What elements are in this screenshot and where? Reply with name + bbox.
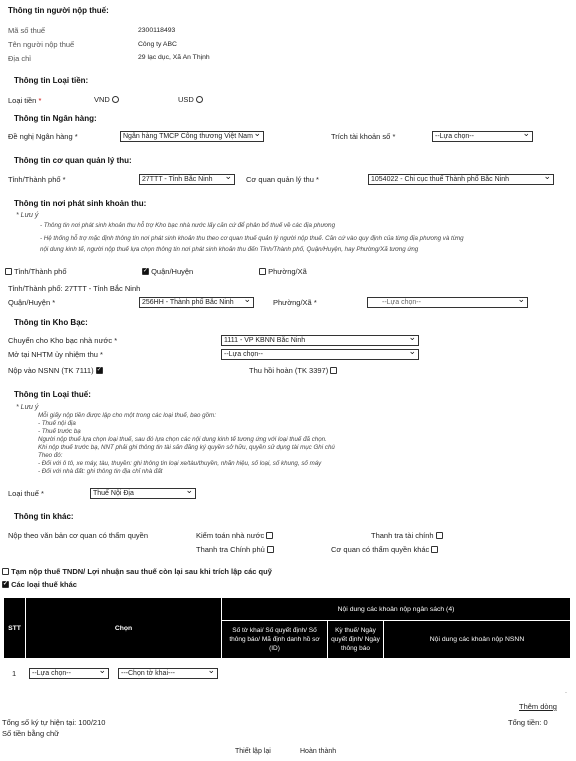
province-select[interactable]: 27TTT - Tỉnh Bắc Ninh ⌄ [139, 174, 235, 185]
col-chon-header: Chọn [26, 598, 222, 659]
province-label-text: Tỉnh/Thành phố [8, 175, 61, 184]
taxtype-note-line8: - Đối với nhà đất: ghi thông tin địa chỉ nhà đất [38, 468, 163, 475]
taxtype-note-line6: Theo đó: [38, 452, 63, 459]
taxtype-note-line5: Khi nộp thuế trước bạ, NNT phải ghi thông tin tài sản đăng ký quyền sở hữu, quyền sử dụng tài mục Ghi chú [38, 444, 335, 451]
taxpayer-name-label: Tên người nộp thuế [8, 40, 75, 49]
bank-heading: Thông tin Ngân hàng: [14, 114, 97, 123]
origin-note-title-text: Lưu ý [20, 212, 39, 219]
account-label-text: Trích tài khoản số [331, 132, 391, 141]
taxtype-note-line3: - Thuế trước bạ [38, 428, 81, 435]
agency-label: Cơ quan quản lý thu * [246, 175, 319, 184]
treasury-transfer-select[interactable]: 1111 - VP KBNN Bắc Ninh ⌄ [221, 335, 419, 346]
tax-code-value: 2300118493 [138, 27, 176, 34]
currency-heading: Thông tin Loại tiền: [14, 76, 89, 85]
origin-province-checkbox[interactable] [5, 268, 12, 275]
origin-opt-ward[interactable] [259, 267, 307, 276]
bank-select[interactable]: Ngân hàng TMCP Công thương Việt Nam ⌄ [120, 131, 264, 142]
account-select[interactable]: --Lựa chọn-- ⌄ [432, 131, 533, 142]
agency-label-text: Cơ quan quản lý thu [246, 175, 314, 184]
thanh-tra-cp-checkbox[interactable] [267, 546, 274, 553]
treasury-bank-label-text: Mở tại NHTM ủy nhiệm thu [8, 350, 98, 359]
treasury-transfer-label-text: Chuyển cho Kho bạc nhà nước [8, 336, 113, 345]
origin-district-label: Quận/Huyện [151, 267, 194, 276]
district-select[interactable]: 256HH - Thành phố Bắc Ninh ⌄ [139, 297, 254, 308]
taxpayer-name-value: Công ty ABC [138, 41, 177, 48]
taxtype-note-line4: Người nộp thuế lựa chọn loại thuế, sau đó lựa chọn các nội dung kinh tế tương ứng với loại thuế đã chọn. [38, 436, 327, 443]
usd-label: USD [178, 95, 194, 104]
nsnn-option[interactable] [8, 366, 103, 375]
tndn-option[interactable] [2, 567, 272, 576]
thanh-tra-cp-label: Thanh tra Chính phủ [196, 545, 265, 554]
amount-words: Số tiền bằng chữ [2, 729, 60, 738]
currency-vnd-option[interactable] [94, 95, 119, 104]
table-row-stt: 1 [12, 669, 17, 678]
ward-select[interactable]: --Lựa chọn-- ⌄ [367, 297, 528, 308]
other-types-label: Các loại thuế khác [11, 580, 77, 589]
authority-heading: Thông tin cơ quan quản lý thu: [14, 156, 132, 165]
reset-button[interactable]: Thiết lập lại [235, 748, 271, 755]
origin-opt-district[interactable] [142, 267, 193, 276]
taxtype-select[interactable]: Thuế Nội Địa ⌄ [90, 488, 196, 499]
district-label-text: Quận/Huyện [8, 298, 51, 307]
tndn-checkbox[interactable] [2, 568, 9, 575]
co-quan-khac-label: Cơ quan có thẩm quyền khác [331, 545, 430, 554]
kiem-toan-label: Kiểm toán nhà nước [196, 531, 265, 540]
other-types-checkbox[interactable] [2, 581, 9, 588]
col-ky-thue-header: Kỳ thuế/ Ngày quyết định/ Ngày thông báo [328, 621, 384, 659]
refund-label: Thu hồi hoàn (TK 3397) [249, 366, 329, 375]
treasury-bank-label: Mở tại NHTM ủy nhiệm thu * [8, 350, 103, 359]
co-quan-khac-checkbox[interactable] [431, 546, 438, 553]
treasury-transfer-label: Chuyển cho Kho bạc nhà nước * [8, 336, 118, 345]
tax-code-label: Mã số thuế [8, 26, 46, 35]
bank-label-text: Đề nghị Ngân hàng [8, 132, 73, 141]
row-select-1[interactable]: --Lựa chọn-- ⌄ [29, 668, 109, 679]
agency-select[interactable]: 1054022 - Chi cục thuế Thành phố Bắc Ninh ⌄ [368, 174, 554, 185]
other-types-option[interactable] [2, 580, 77, 589]
add-row-link[interactable]: Thêm dòng [519, 702, 557, 711]
origin-district-checkbox[interactable] [142, 268, 149, 275]
taxtype-note-title-text: Lưu ý [20, 404, 39, 411]
origin-heading: Thông tin nơi phát sinh khoản thu: [14, 199, 147, 208]
col-group-header: Nội dung các khoản nộp ngân sách (4) [222, 598, 571, 621]
char-count: Tổng số ký tự hiện tại: 100/210 [2, 718, 106, 727]
thanh-tra-tc-checkbox[interactable] [436, 532, 443, 539]
col-noi-dung-header: Nội dung các khoản nộp NSNN [384, 621, 571, 659]
vnd-label: VND [94, 95, 110, 104]
treasury-bank-select[interactable]: --Lựa chọn-- ⌄ [221, 349, 419, 360]
taxtype-label: Loại thuế * [8, 489, 44, 498]
province-label: Tỉnh/Thành phố * [8, 175, 66, 184]
origin-province-text: Tỉnh/Thành phố: 27TTT - Tỉnh Bắc Ninh [8, 284, 141, 293]
currency-label: Loại tiền * [8, 96, 42, 105]
origin-note-line1: - Thông tin nơi phát sinh khoản thu hỗ trợ Kho bạc nhà nước lấy căn cứ để phân bổ thuế về các địa phương [40, 222, 336, 229]
origin-ward-label: Phường/Xã [268, 267, 307, 276]
treasury-heading: Thông tin Kho Bạc: [14, 318, 88, 327]
taxtype-note-line1: Mỗi giấy nộp tiền được lập cho một trong các loại thuế, bao gồm: [38, 412, 216, 419]
taxtype-note-title: * Lưu ý [16, 404, 39, 411]
ward-label-text: Phường/Xã [273, 298, 312, 307]
col-stt-header: STT [4, 598, 26, 659]
thanh-tra-tc-option[interactable] [371, 531, 443, 540]
origin-province-label: Tỉnh/Thành phố [13, 267, 67, 276]
origin-ward-checkbox[interactable] [259, 268, 266, 275]
account-label: Trích tài khoản số * [331, 132, 396, 141]
row-dot: · [565, 690, 567, 696]
taxpayer-heading: Thông tin người nộp thuế: [8, 6, 109, 15]
col-so-to-khai-header: Số tờ khai/ Số quyết định/ Số thông báo/ Mã định danh hồ sơ (ID) [222, 621, 328, 659]
vnd-radio[interactable] [112, 96, 119, 103]
other-heading: Thông tin khác: [14, 512, 74, 521]
origin-note-title: * Lưu ý [16, 212, 39, 219]
taxtype-heading: Thông tin Loại thuế: [14, 390, 91, 399]
payment-table [3, 597, 571, 659]
kiem-toan-option[interactable] [196, 531, 273, 540]
total-amount: Tổng tiền: 0 [508, 718, 548, 727]
district-label: Quận/Huyện * [8, 298, 56, 307]
tndn-label: Tạm nộp thuế TNDN/ Lợi nhuận sau thuế còn lại sau khi trích lập các quỹ [11, 567, 272, 576]
address-value: 29 lạc dục, Xã An Thịnh [138, 54, 210, 61]
taxtype-label-text: Loại thuế [8, 489, 39, 498]
row-select-2[interactable]: ---Chọn tờ khai--- ⌄ [118, 668, 218, 679]
ward-label: Phường/Xã * [273, 298, 317, 307]
thanh-tra-cp-option[interactable] [196, 545, 274, 554]
currency-label-text: Loại tiền [8, 96, 37, 105]
origin-opt-province[interactable] [5, 267, 67, 276]
refund-option[interactable] [249, 366, 337, 375]
currency-usd-option[interactable] [178, 95, 203, 104]
origin-note-line3: nội dung kinh tế, người nộp thuế lựa chọn thông tin nơi phát sinh khoản thu đến Tỉnh/Thành phố, Quận/Huyện, hay Phường/Xã tương ứng [40, 246, 419, 253]
nsnn-checkbox[interactable] [96, 367, 103, 374]
origin-note-line2: - Hệ thống hỗ trợ mặc định thông tin nơi phát sinh khoản thu theo cơ quan thuế quản lý người nộp thuế. Căn cứ vào quy định của từng địa phương và từng [40, 235, 464, 242]
other-label: Nộp theo văn bản cơ quan có thẩm quyền [8, 531, 149, 540]
refund-checkbox[interactable] [330, 367, 337, 374]
co-quan-khac-option[interactable] [331, 545, 438, 554]
kiem-toan-checkbox[interactable] [266, 532, 273, 539]
usd-radio[interactable] [196, 96, 203, 103]
finish-button[interactable]: Hoàn thành [300, 748, 337, 755]
taxtype-note-line7: - Đối với ô tô, xe máy, tàu, thuyền: ghi thông tin loại xe/tàu/thuyền, nhãn hiệu, số loại, số khung, số máy [38, 460, 322, 467]
nsnn-label: Nộp vào NSNN (TK 7111) [8, 366, 94, 375]
taxtype-note-line2: - Thuế nội địa [38, 420, 76, 427]
address-label: Địa chỉ [8, 54, 31, 63]
thanh-tra-tc-label: Thanh tra tài chính [371, 531, 434, 540]
bank-label: Đề nghị Ngân hàng * [8, 132, 78, 141]
